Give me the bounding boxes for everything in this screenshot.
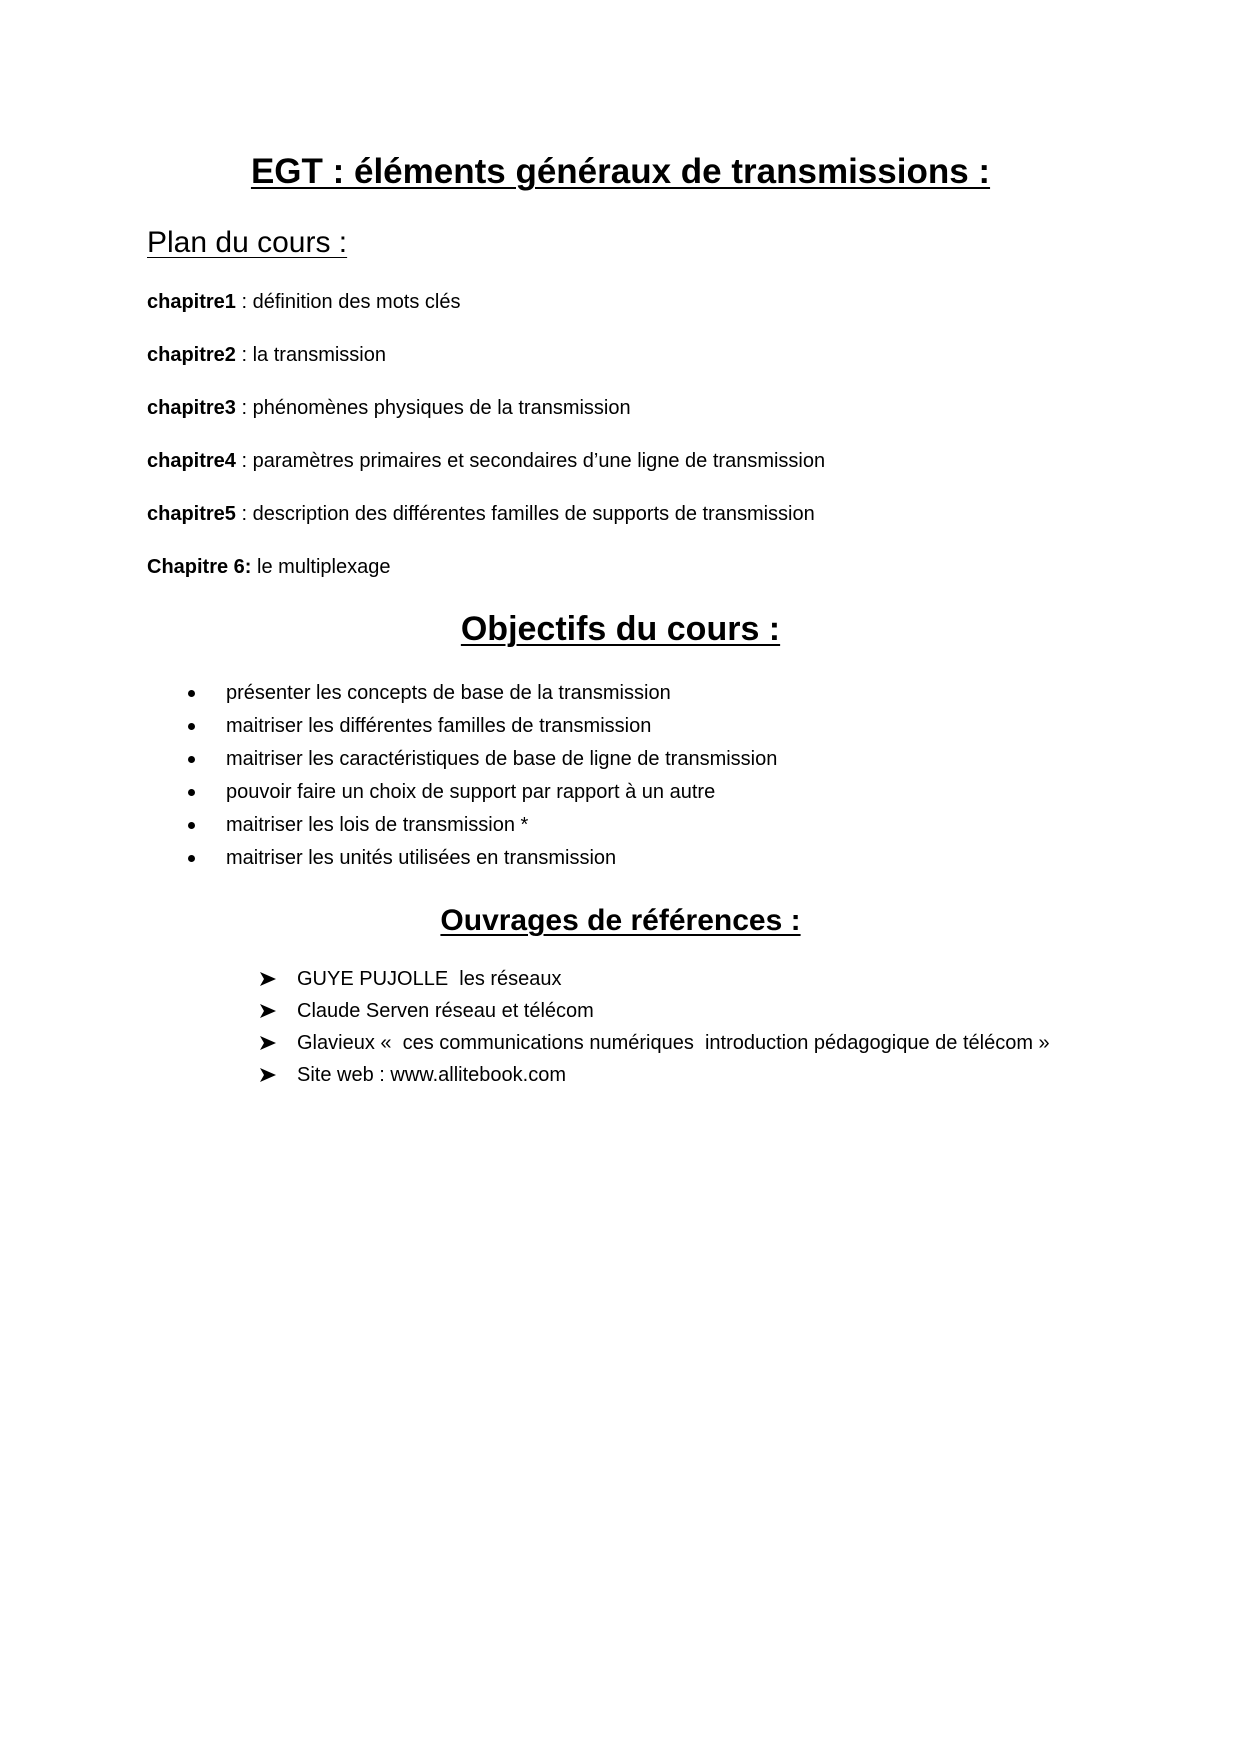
reference-text: Site web : www.allitebook.com (297, 1064, 567, 1086)
references-list (259, 965, 1050, 1093)
chapter-item (147, 341, 825, 394)
chapter-label: chapitre3 (147, 397, 236, 419)
chapter-text: définition des mots clés (252, 291, 461, 313)
objective-item (188, 745, 777, 778)
chapter-separator: : (235, 450, 253, 472)
chapter-label: Chapitre 6: (147, 556, 252, 578)
chapter-label: chapitre2 (147, 344, 236, 366)
bullet-icon (188, 789, 195, 796)
reference-item (259, 965, 1050, 997)
chapter-text: paramètres primaires et secondaires d’une ligne de transmission (252, 450, 826, 472)
objective-text: pouvoir faire un choix de support par rapport à un autre (226, 781, 716, 803)
chapter-item (147, 447, 825, 500)
chapter-item (147, 394, 825, 447)
page-title (0, 150, 1241, 194)
bullet-icon (188, 690, 195, 697)
reference-text: GUYE PUJOLLE les réseaux (297, 968, 562, 990)
arrow-bullet-icon (259, 1067, 277, 1083)
objective-item (188, 778, 777, 811)
objective-item (188, 811, 777, 844)
chapter-item (147, 288, 825, 341)
chapter-separator: : (235, 503, 253, 525)
reference-text: Claude Serven réseau et télécom (297, 1000, 594, 1022)
page-title-text: EGT : éléments généraux de transmissions : (250, 152, 991, 191)
references-heading-text: Ouvrages de références : (440, 904, 801, 937)
bullet-icon (188, 822, 195, 829)
objectives-list (188, 679, 777, 877)
reference-item (259, 1029, 1050, 1061)
bullet-icon (188, 723, 195, 730)
arrow-bullet-icon (259, 971, 277, 987)
chapter-list (147, 288, 825, 606)
chapter-text: description des différentes familles de supports de transmission (252, 503, 815, 525)
bullet-icon (188, 855, 195, 862)
arrow-bullet-icon (259, 1003, 277, 1019)
reference-item (259, 1061, 1050, 1093)
objective-item (188, 679, 777, 712)
objectives-heading (0, 608, 1241, 650)
objective-text: présenter les concepts de base de la transmission (226, 682, 671, 704)
bullet-icon (188, 756, 195, 763)
chapter-text: phénomènes physiques de la transmission (252, 397, 631, 419)
reference-item (259, 997, 1050, 1029)
arrow-bullet-icon (259, 1035, 277, 1051)
chapter-text: la transmission (252, 344, 386, 366)
objective-item (188, 844, 777, 877)
chapter-label: chapitre1 (147, 291, 236, 313)
chapter-separator: : (235, 344, 253, 366)
reference-text: Glavieux « ces communications numériques introduction pédagogique de télécom » (297, 1032, 1050, 1054)
objective-text: maitriser les caractéristiques de base de ligne de transmission (226, 748, 778, 770)
objective-item (188, 712, 777, 745)
objectives-heading-text: Objectifs du cours : (460, 610, 781, 648)
chapter-text: le multiplexage (257, 556, 391, 578)
chapter-separator: : (235, 291, 253, 313)
chapter-label: chapitre5 (147, 503, 236, 525)
chapter-item (147, 500, 825, 553)
objective-text: maitriser les unités utilisées en transmission (226, 847, 617, 869)
objective-text: maitriser les différentes familles de transmission (226, 715, 652, 737)
chapter-item (147, 553, 825, 606)
plan-heading: Plan du cours : (147, 226, 348, 259)
references-heading (0, 901, 1241, 941)
chapter-label: chapitre4 (147, 450, 236, 472)
chapter-separator: : (235, 397, 253, 419)
objective-text: maitriser les lois de transmission * (226, 814, 529, 836)
